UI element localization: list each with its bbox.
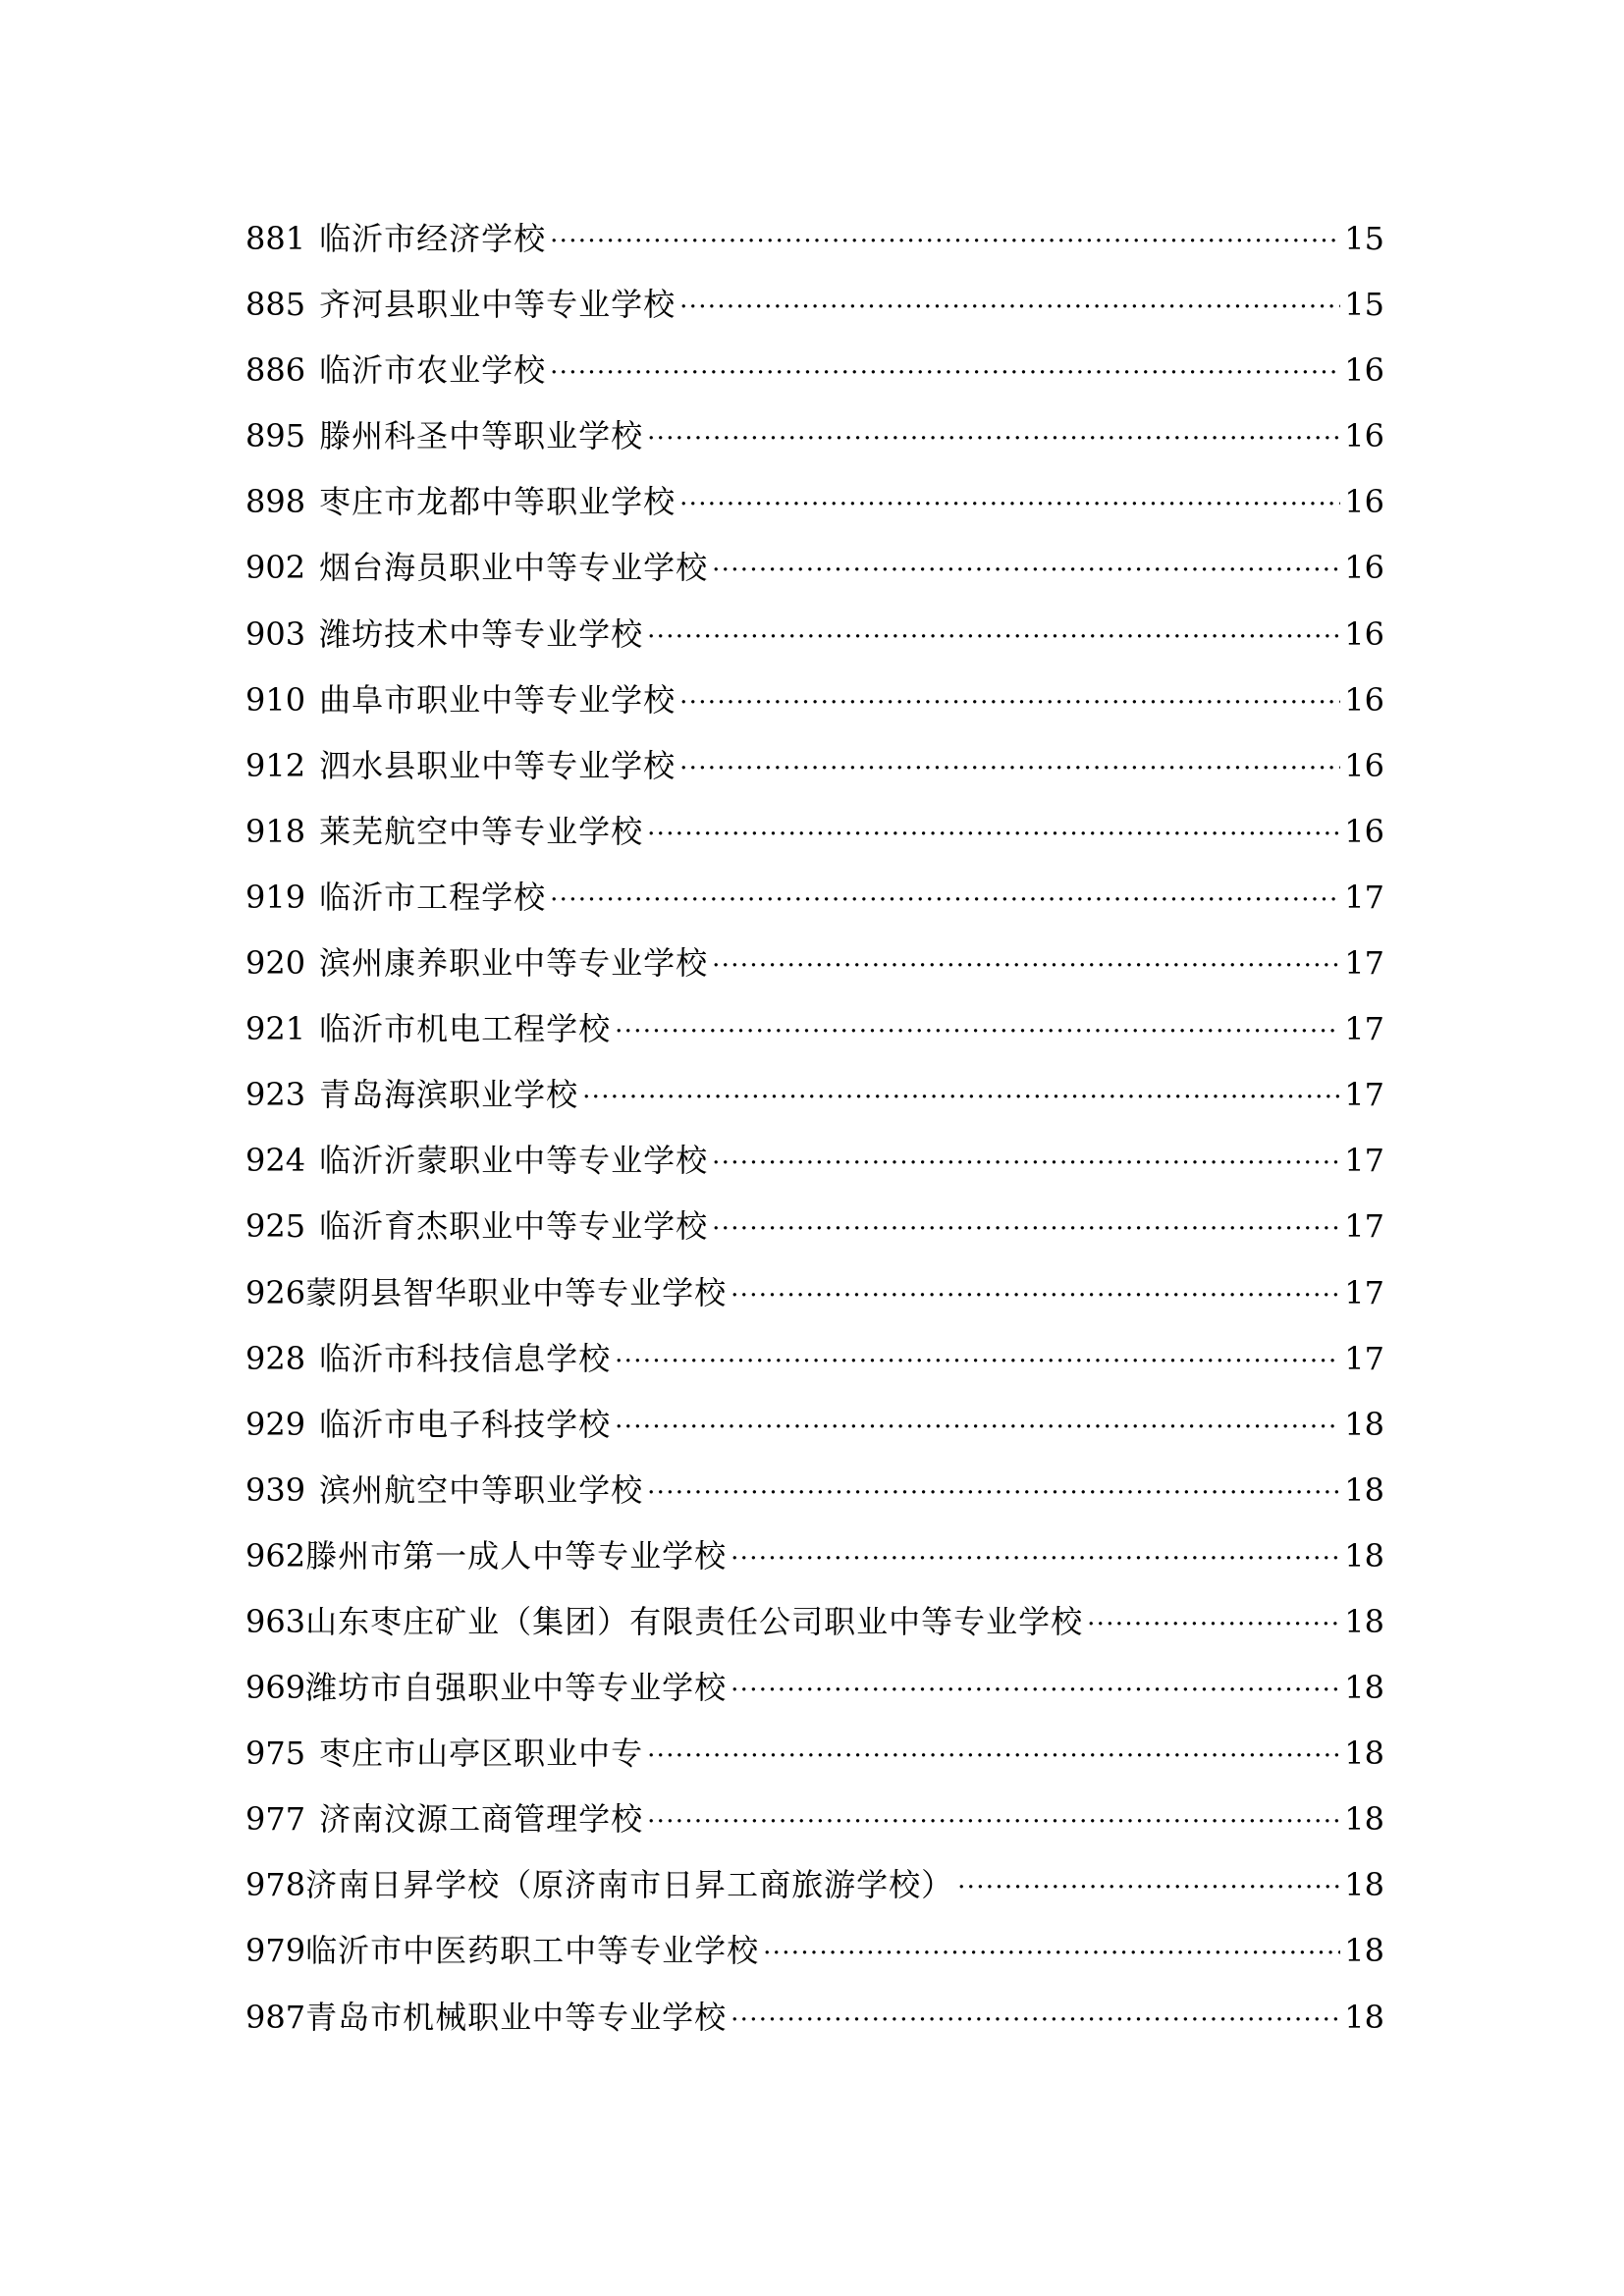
dot-leader	[731, 1526, 1340, 1592]
toc-entry	[245, 1326, 1384, 1392]
entry-code: 885	[245, 286, 306, 324]
entry-code: 929	[245, 1405, 306, 1443]
entry-name: 济南日昇学校（原济南市日昇工商旅游学校）	[305, 1866, 954, 1904]
entry-name: 临沂市科技信息学校	[319, 1339, 612, 1377]
dot-leader	[615, 999, 1340, 1065]
entry-page-number: 18	[1344, 1669, 1384, 1707]
entry-page-number: 17	[1344, 1142, 1384, 1180]
entry-page-number: 16	[1344, 614, 1384, 653]
entry-page-number: 16	[1344, 812, 1384, 850]
dot-leader	[731, 1988, 1340, 2054]
entry-name: 滨州康养职业中等专业学校	[319, 944, 709, 983]
entry-code: 920	[245, 944, 306, 983]
toc-entry	[245, 1260, 1384, 1326]
dot-leader	[647, 1461, 1340, 1526]
entry-code: 987	[245, 1998, 306, 2036]
entry-code: 912	[245, 746, 306, 784]
dot-leader	[615, 1395, 1340, 1461]
entry-page-number: 17	[1344, 1207, 1384, 1246]
entry-name: 泗水县职业中等专业学校	[319, 746, 677, 784]
entry-name: 齐河县职业中等专业学校	[319, 286, 677, 324]
toc-entry	[245, 799, 1384, 865]
entry-code: 898	[245, 483, 306, 521]
entry-code: 925	[245, 1207, 306, 1246]
toc-entry	[245, 338, 1384, 403]
entry-name: 临沂育杰职业中等专业学校	[319, 1207, 709, 1246]
entry-page-number: 16	[1344, 680, 1384, 719]
toc-entry	[245, 1589, 1384, 1655]
toc-entry	[245, 1128, 1384, 1194]
entry-page-number: 18	[1344, 1405, 1384, 1443]
entry-page-number: 17	[1344, 944, 1384, 983]
entry-code: 903	[245, 614, 306, 653]
entry-page-number: 18	[1344, 1932, 1384, 1970]
entry-name: 潍坊市自强职业中等专业学校	[305, 1669, 728, 1707]
entry-code: 928	[245, 1339, 306, 1377]
entry-page-number: 17	[1344, 1273, 1384, 1311]
entry-page-number: 16	[1344, 351, 1384, 390]
entry-name: 潍坊技术中等专业学校	[319, 614, 644, 653]
entry-name: 临沂市农业学校	[319, 351, 547, 390]
entry-page-number: 16	[1344, 549, 1384, 587]
dot-leader	[647, 1789, 1340, 1855]
entry-code: 919	[245, 878, 306, 916]
dot-leader	[712, 1197, 1340, 1262]
entry-code: 918	[245, 812, 306, 850]
entry-page-number: 15	[1344, 220, 1384, 257]
entry-page-number: 16	[1344, 746, 1384, 784]
toc-entry	[245, 996, 1384, 1062]
dot-leader	[1087, 1592, 1340, 1658]
dot-leader	[550, 209, 1340, 275]
dot-leader	[679, 736, 1340, 802]
entry-name: 青岛市机械职业中等专业学校	[305, 1998, 728, 2036]
entry-name: 莱芜航空中等专业学校	[319, 812, 644, 850]
entry-code: 923	[245, 1076, 306, 1114]
entry-code: 979	[245, 1932, 306, 1970]
entry-code: 975	[245, 1735, 306, 1773]
dot-leader	[763, 1921, 1340, 1987]
dot-leader	[615, 1329, 1340, 1395]
entry-code: 926	[245, 1273, 306, 1311]
toc-entry	[245, 469, 1384, 535]
entry-page-number: 15	[1344, 286, 1384, 324]
toc-entry	[245, 272, 1384, 338]
dot-leader	[550, 341, 1340, 406]
entry-name: 临沂市中医药职工中等专业学校	[305, 1932, 760, 1970]
toc-entry	[245, 1392, 1384, 1458]
entry-page-number: 18	[1344, 1536, 1384, 1575]
entry-code: 978	[245, 1866, 306, 1904]
entry-code: 969	[245, 1669, 306, 1707]
entry-page-number: 18	[1344, 1602, 1384, 1640]
toc-entry	[245, 931, 1384, 996]
dot-leader	[712, 1131, 1340, 1197]
entry-name: 临沂市机电工程学校	[319, 1010, 612, 1048]
entry-page-number: 16	[1344, 483, 1384, 521]
dot-leader	[679, 670, 1340, 736]
dot-leader	[647, 802, 1340, 868]
entry-code: 886	[245, 351, 306, 390]
entry-code: 939	[245, 1470, 306, 1509]
table-of-contents	[245, 206, 1384, 2051]
toc-entry	[245, 1655, 1384, 1721]
entry-name: 山东枣庄矿业（集团）有限责任公司职业中等专业学校	[305, 1602, 1084, 1640]
toc-entry	[245, 1787, 1384, 1852]
entry-name: 滕州科圣中等职业学校	[319, 417, 644, 455]
dot-leader	[957, 1855, 1340, 1921]
dot-leader	[647, 406, 1340, 472]
entry-code: 902	[245, 549, 306, 587]
dot-leader	[550, 868, 1340, 934]
entry-name: 滨州航空中等职业学校	[319, 1470, 644, 1509]
toc-entry	[245, 1458, 1384, 1523]
entry-name: 蒙阴县智华职业中等专业学校	[305, 1273, 728, 1311]
entry-name: 烟台海员职业中等专业学校	[319, 549, 709, 587]
toc-entry	[245, 1918, 1384, 1984]
dot-leader	[647, 605, 1340, 670]
entry-name: 枣庄市山亭区职业中专	[319, 1735, 644, 1773]
entry-code: 881	[245, 220, 306, 257]
entry-page-number: 17	[1344, 1076, 1384, 1114]
entry-code: 924	[245, 1142, 306, 1180]
toc-entry	[245, 206, 1384, 272]
entry-page-number: 18	[1344, 1800, 1384, 1839]
toc-entry	[245, 865, 1384, 931]
entry-page-number: 17	[1344, 1339, 1384, 1377]
dot-leader	[712, 934, 1340, 999]
entry-name: 临沂沂蒙职业中等专业学校	[319, 1142, 709, 1180]
entry-code: 963	[245, 1602, 306, 1640]
entry-page-number: 18	[1344, 1998, 1384, 2036]
toc-entry	[245, 1062, 1384, 1128]
entry-page-number: 18	[1344, 1735, 1384, 1773]
toc-entry	[245, 403, 1384, 469]
entry-name: 济南汶源工商管理学校	[319, 1800, 644, 1839]
entry-name: 枣庄市龙都中等职业学校	[319, 483, 677, 521]
entry-name: 临沂市电子科技学校	[319, 1405, 612, 1443]
dot-leader	[679, 275, 1340, 341]
entry-page-number: 18	[1344, 1470, 1384, 1509]
entry-name: 临沂市经济学校	[319, 220, 547, 257]
entry-code: 962	[245, 1536, 306, 1575]
toc-entry	[245, 1721, 1384, 1787]
toc-entry	[245, 1523, 1384, 1589]
entry-page-number: 16	[1344, 417, 1384, 455]
dot-leader	[731, 1263, 1340, 1329]
entry-code: 921	[245, 1010, 306, 1048]
toc-entry	[245, 535, 1384, 601]
entry-page-number: 17	[1344, 878, 1384, 916]
dot-leader	[647, 1724, 1340, 1789]
entry-name: 青岛海滨职业学校	[319, 1076, 579, 1114]
dot-leader	[679, 472, 1340, 538]
toc-entry	[245, 1985, 1384, 2051]
entry-page-number: 18	[1344, 1866, 1384, 1904]
entry-name: 临沂市工程学校	[319, 878, 547, 916]
entry-code: 895	[245, 417, 306, 455]
entry-code: 910	[245, 680, 306, 719]
dot-leader	[731, 1658, 1340, 1724]
toc-entry	[245, 602, 1384, 667]
entry-name: 滕州市第一成人中等专业学校	[305, 1536, 728, 1575]
toc-entry	[245, 733, 1384, 799]
entry-name: 曲阜市职业中等专业学校	[319, 680, 677, 719]
entry-code: 977	[245, 1800, 306, 1839]
toc-entry	[245, 667, 1384, 733]
dot-leader	[582, 1065, 1340, 1131]
entry-page-number: 17	[1344, 1010, 1384, 1048]
toc-entry	[245, 1852, 1384, 1918]
dot-leader	[712, 538, 1340, 604]
toc-entry	[245, 1194, 1384, 1259]
